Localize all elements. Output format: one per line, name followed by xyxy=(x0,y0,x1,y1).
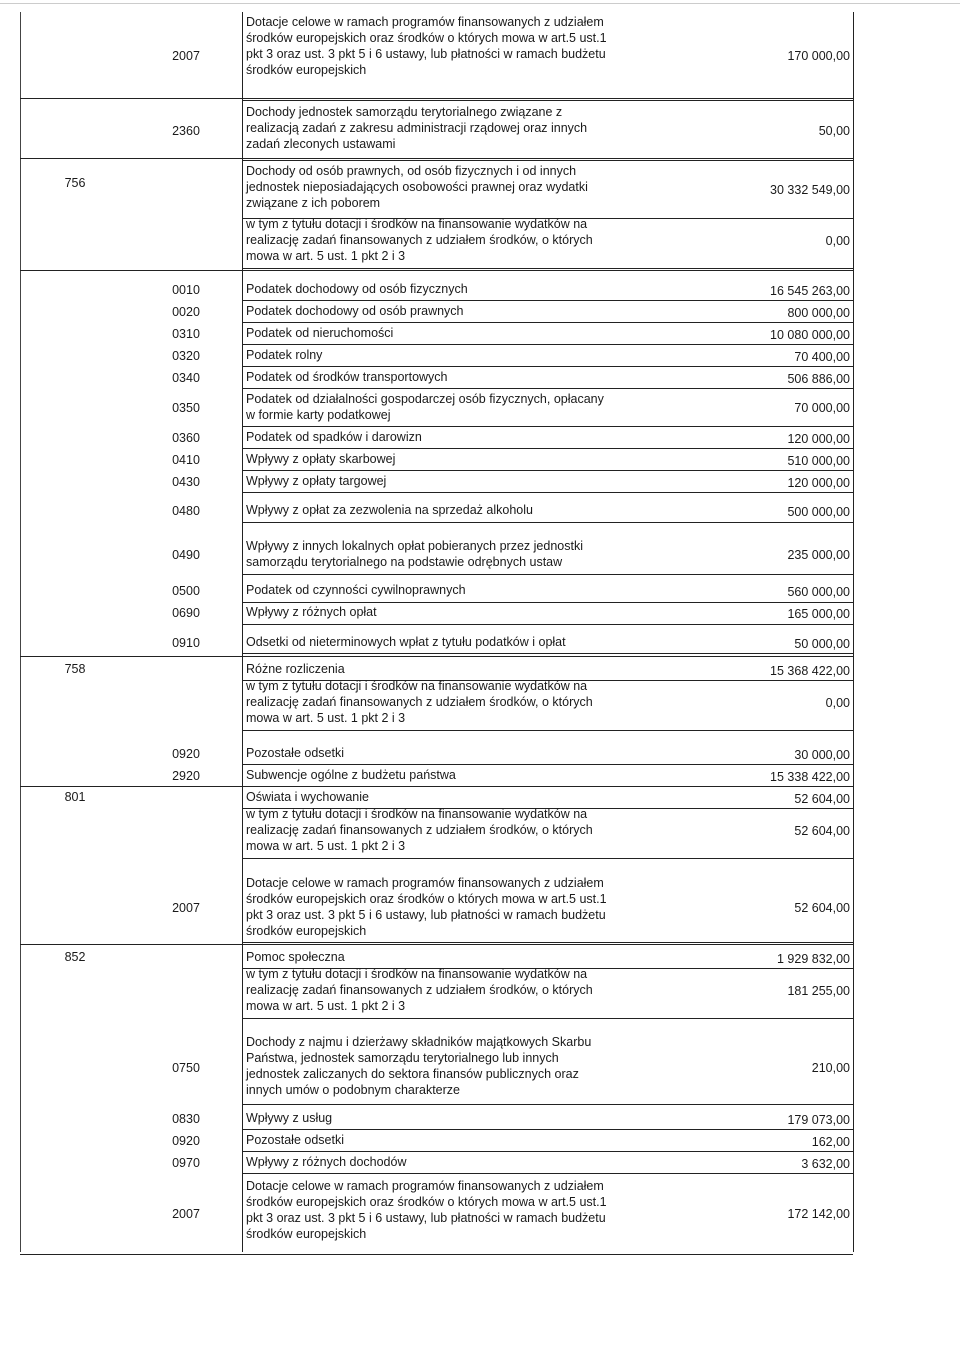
rozdzial-code: 0010 xyxy=(172,283,200,297)
row-description: Wpływy z usług xyxy=(246,1111,333,1125)
row-description: Pozostałe odsetki xyxy=(246,1133,344,1147)
row-description: Dochody jednostek samorządu terytorialnego związane z realizacją zadań z zakresu administracji rządowej oraz innych zadań zleconych ustawami xyxy=(246,105,588,151)
row-separator xyxy=(242,1104,853,1105)
row-amount: 3 632,00 xyxy=(801,1157,850,1171)
rozdzial-code: 0750 xyxy=(172,1061,200,1075)
row-amount: 1 929 832,00 xyxy=(777,952,850,966)
row-amount: 0,00 xyxy=(825,234,850,248)
row-amount: 170 000,00 xyxy=(787,49,850,63)
row-amount: 235 000,00 xyxy=(787,548,850,562)
row-amount: 10 080 000,00 xyxy=(770,328,850,342)
row-description: Dochody od osób prawnych, od osób fizycznych i od innych jednostek nieposiadających osobowości prawnej oraz wydatki związane z ich poborem xyxy=(246,164,588,210)
row-amount: 50,00 xyxy=(818,124,850,138)
row-separator xyxy=(242,1129,853,1130)
row-description: Dotacje celowe w ramach programów finansowanych z udziałem środków europejskich oraz środków o których mowa w art.5 ust.1 pkt 3 oraz ust. 3 pkt 5 i 6 ustawy, lub płatności w ramach budżetu środków europejskich xyxy=(246,1179,607,1241)
row-description: Podatek od nieruchomości xyxy=(246,326,394,340)
row-amount: 50 000,00 xyxy=(794,637,850,651)
row-amount: 120 000,00 xyxy=(787,476,850,490)
rozdzial-code: 0920 xyxy=(172,1134,200,1148)
row-separator xyxy=(242,268,853,269)
section-separator xyxy=(20,98,853,99)
row-description: Podatek od czynności cywilnoprawnych xyxy=(246,583,466,597)
row-separator xyxy=(242,1173,853,1174)
rozdzial-code: 0490 xyxy=(172,548,200,562)
row-separator xyxy=(242,942,853,943)
section-separator xyxy=(20,158,853,159)
row-separator xyxy=(242,653,853,654)
row-amount: 181 255,00 xyxy=(787,984,850,998)
row-description: Pozostałe odsetki xyxy=(246,746,344,760)
row-amount: 179 073,00 xyxy=(787,1113,850,1127)
row-description: Podatek rolny xyxy=(246,348,323,362)
rozdzial-code: 2007 xyxy=(172,1207,200,1221)
rozdzial-code: 2920 xyxy=(172,769,200,783)
row-description: w tym z tytułu dotacji i środków na finansowanie wydatków na realizację zadań finansowanych z udziałem środków, o których mowa w art. 5 ust. 1 pkt 2 i 3 xyxy=(246,679,593,725)
rozdzial-code: 0910 xyxy=(172,636,200,650)
row-separator xyxy=(242,426,853,427)
row-separator xyxy=(242,522,853,523)
rozdzial-code: 0410 xyxy=(172,453,200,467)
row-description: Wpływy z różnych opłat xyxy=(246,605,377,619)
row-description: Wpływy z opłaty skarbowej xyxy=(246,452,396,466)
row-description: Podatek od spadków i darowizn xyxy=(246,430,422,444)
row-amount: 0,00 xyxy=(825,696,850,710)
row-description: Dotacje celowe w ramach programów finansowanych z udziałem środków europejskich oraz środków o których mowa w art.5 ust.1 pkt 3 oraz ust. 3 pkt 5 i 6 ustawy, lub płatności w ramach budżetu środków europejskich xyxy=(246,876,607,938)
row-description: Wpływy z różnych dochodów xyxy=(246,1155,407,1169)
row-amount: 210,00 xyxy=(811,1061,850,1075)
row-separator xyxy=(242,1151,853,1152)
rozdzial-code: 0430 xyxy=(172,475,200,489)
row-description: Dotacje celowe w ramach programów finansowanych z udziałem środków europejskich oraz środków o których mowa w art.5 ust.1 pkt 3 oraz ust. 3 pkt 5 i 6 ustawy, lub płatności w ramach budżetu środków europejskich xyxy=(246,15,607,77)
row-separator xyxy=(242,574,853,575)
dzial-code: 756 xyxy=(64,176,86,190)
dzial-code: 852 xyxy=(64,950,86,964)
row-amount: 52 604,00 xyxy=(794,824,850,838)
row-separator xyxy=(242,300,853,301)
rozdzial-code: 0830 xyxy=(172,1112,200,1126)
row-separator xyxy=(242,388,853,389)
section-separator xyxy=(20,944,853,945)
row-amount: 165 000,00 xyxy=(787,607,850,621)
scan-edge-line xyxy=(0,3,960,4)
rozdzial-code: 0920 xyxy=(172,747,200,761)
row-description: Pomoc społeczna xyxy=(246,950,345,964)
row-amount: 506 886,00 xyxy=(787,372,850,386)
row-amount: 560 000,00 xyxy=(787,585,850,599)
row-separator xyxy=(242,602,853,603)
row-amount: 15 368 422,00 xyxy=(770,664,850,678)
row-description: w tym z tytułu dotacji i środków na finansowanie wydatków na realizację zadań finansowanych z udziałem środków, o których mowa w art. 5 ust. 1 pkt 2 i 3 xyxy=(246,217,593,263)
row-separator xyxy=(242,858,853,859)
row-separator xyxy=(242,730,853,731)
row-description: w tym z tytułu dotacji i środków na finansowanie wydatków na realizację zadań finansowanych z udziałem środków, o których mowa w art. 5 ust. 1 pkt 2 i 3 xyxy=(246,807,593,853)
section-separator xyxy=(20,656,853,657)
row-amount: 15 338 422,00 xyxy=(770,770,850,784)
rozdzial-code: 2007 xyxy=(172,49,200,63)
section-separator xyxy=(20,786,853,787)
row-amount: 70 400,00 xyxy=(794,350,850,364)
row-amount: 800 000,00 xyxy=(787,306,850,320)
row-separator xyxy=(242,764,853,765)
section-separator xyxy=(20,1254,853,1255)
rozdzial-code: 0320 xyxy=(172,349,200,363)
row-amount: 52 604,00 xyxy=(794,901,850,915)
column-divider-right xyxy=(853,12,854,1252)
row-amount: 172 142,00 xyxy=(787,1207,850,1221)
row-description: Subwencje ogólne z budżetu państwa xyxy=(246,768,456,782)
rozdzial-code: 0310 xyxy=(172,327,200,341)
row-separator xyxy=(242,322,853,323)
row-separator xyxy=(242,492,853,493)
table-left-border xyxy=(20,12,21,1252)
rozdzial-code: 0500 xyxy=(172,584,200,598)
row-separator xyxy=(242,366,853,367)
rozdzial-code: 0340 xyxy=(172,371,200,385)
section-separator xyxy=(20,270,853,271)
dzial-code: 758 xyxy=(64,662,86,676)
rozdzial-code: 2007 xyxy=(172,901,200,915)
row-separator xyxy=(242,160,853,161)
row-separator xyxy=(242,1018,853,1019)
row-description: Różne rozliczenia xyxy=(246,662,345,676)
row-description: Podatek od działalności gospodarczej osób fizycznych, opłacany w formie karty podatkowej xyxy=(246,392,604,422)
rozdzial-code: 2360 xyxy=(172,124,200,138)
rozdzial-code: 0360 xyxy=(172,431,200,445)
row-description: Odsetki od nieterminowych wpłat z tytułu podatków i opłat xyxy=(246,635,566,649)
row-amount: 16 545 263,00 xyxy=(770,284,850,298)
row-description: w tym z tytułu dotacji i środków na finansowanie wydatków na realizację zadań finansowanych z udziałem środków, o których mowa w art. 5 ust. 1 pkt 2 i 3 xyxy=(246,967,593,1013)
row-amount: 510 000,00 xyxy=(787,454,850,468)
dzial-code: 801 xyxy=(64,790,86,804)
row-separator xyxy=(242,100,853,101)
rozdzial-code: 0480 xyxy=(172,504,200,518)
row-amount: 30 000,00 xyxy=(794,748,850,762)
rozdzial-code: 0350 xyxy=(172,401,200,415)
rozdzial-code: 0020 xyxy=(172,305,200,319)
row-description: Wpływy z opłaty targowej xyxy=(246,474,387,488)
row-amount: 52 604,00 xyxy=(794,792,850,806)
row-separator xyxy=(242,470,853,471)
row-amount: 500 000,00 xyxy=(787,505,850,519)
row-description: Podatek dochodowy od osób prawnych xyxy=(246,304,464,318)
column-divider-text xyxy=(242,12,243,1252)
rozdzial-code: 0970 xyxy=(172,1156,200,1170)
row-description: Podatek dochodowy od osób fizycznych xyxy=(246,282,468,296)
row-amount: 70 000,00 xyxy=(794,401,850,415)
row-amount: 30 332 549,00 xyxy=(770,183,850,197)
row-description: Podatek od środków transportowych xyxy=(246,370,448,384)
row-description: Oświata i wychowanie xyxy=(246,790,369,804)
row-description: Wpływy z opłat za zezwolenia na sprzedaż alkoholu xyxy=(246,503,533,517)
row-amount: 162,00 xyxy=(811,1135,850,1149)
row-separator xyxy=(242,624,853,625)
row-description: Dochody z najmu i dzierżawy składników majątkowych Skarbu Państwa, jednostek samorządu terytorialnego lub innych jednostek zaliczanych do sektora finansów publicznych oraz innych umów o podobnym charakterze xyxy=(246,1035,592,1097)
rozdzial-code: 0690 xyxy=(172,606,200,620)
row-separator xyxy=(242,344,853,345)
row-amount: 120 000,00 xyxy=(787,432,850,446)
row-separator xyxy=(242,448,853,449)
row-description: Wpływy z innych lokalnych opłat pobieranych przez jednostki samorządu terytorialnego na podstawie odrębnych ustaw xyxy=(246,539,583,569)
